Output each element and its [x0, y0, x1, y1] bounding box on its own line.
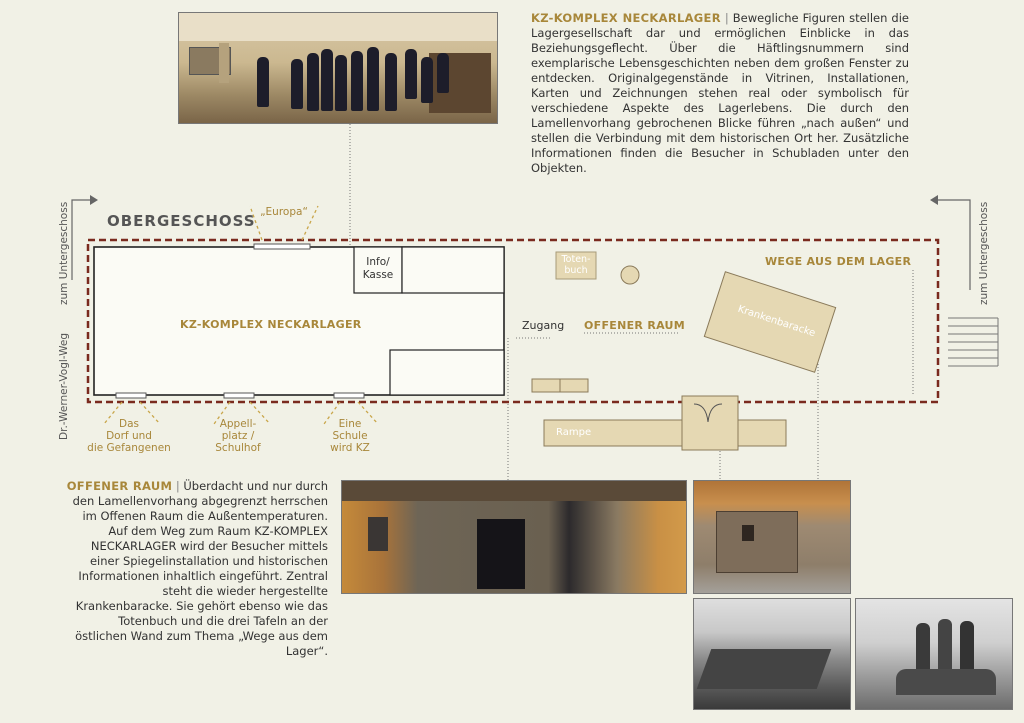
right-untergeschoss-label: zum Untergeschoss	[978, 201, 990, 305]
heading-separator: |	[724, 11, 729, 25]
kz-komplex-heading: KZ-KOMPLEX NECKARLAGER	[531, 11, 721, 25]
rampe-label: Rampe	[556, 427, 592, 438]
kz-komplex-body: Bewegliche Figuren stellen die Lagergesellschaft dar und ermöglichen Einblicke in das Beziehungsgeflecht. Über die Häftlingsnummern sind exemplarische Lebensgeschichten neben dem großen Fenster zu entdecken. Originalgegenstände in Vitrinen, Installationen, Karten und Zeichnungen stehen real oder symbolisch für verschiedene Aspekte des Lagerlebens. Die durch den Lamellenvorhang gebrochenen Blicke führen „nach außen“ und stellen die Verbindung mit dem historischen Ort her. Zusätzliche Informationen finden die Besucher in Schubladen unter den Objekten.	[531, 11, 910, 175]
krankenbaracke-label: Krankenbaracke	[736, 303, 817, 340]
offener-raum-heading: OFFENER RAUM	[66, 479, 173, 493]
bottom-separator: |	[175, 479, 180, 493]
europa-label: „Europa“	[260, 206, 308, 218]
zugang-label: Zugang	[522, 319, 565, 332]
station-dorf	[86, 418, 172, 454]
offener-raum-plan-label: OFFENER RAUM	[584, 319, 686, 332]
station-dorf-line3: die Gefangenen	[87, 442, 171, 454]
krankenbaracke-photo	[693, 480, 851, 594]
totenbuch-line1: Toten-	[561, 254, 591, 265]
station-schule	[314, 418, 386, 454]
wege-aus-dem-lager-label: WEGE AUS DEM LAGER	[765, 255, 912, 268]
station-appell-line2: platz /	[221, 430, 255, 442]
totenbuch-line2: buch	[564, 265, 588, 276]
station-schule-line3: wird KZ	[330, 442, 370, 454]
station-schule-line1: Eine	[338, 418, 362, 430]
offener-raum-description	[66, 479, 328, 659]
station-appell-line3: Schulhof	[215, 442, 261, 454]
station-dorf-line2: Dorf und	[106, 430, 152, 442]
offener-raum-body: Überdacht und nur durch den Lamellenvorhang abgegrenzt herrschen im Offenen Raum die Außentemperaturen. Auf dem Weg zum Raum KZ-KOMPLEX NECKARLAGER wird der Besucher mittels einer Spiegelinstallation und historischen Informationen inhaltlich eingeführt. Zentral steht die wieder hergestellte Krankenbaracke. Sie gehört ebenso wie das Totenbuch und die drei Tafeln an der östlichen Wand zum Thema „Wege aus dem Lager“.	[72, 479, 328, 658]
station-appellplatz	[202, 418, 274, 454]
historic-photo-ramp	[693, 598, 851, 710]
open-space-photo	[341, 480, 687, 594]
info-label: Info/	[366, 256, 390, 268]
info-kasse-label	[356, 256, 400, 282]
station-schule-line2: Schule	[332, 430, 368, 442]
kasse-label: Kasse	[362, 269, 394, 281]
historic-photo-prisoners	[855, 598, 1013, 710]
left-untergeschoss-label: zum Untergeschoss	[58, 201, 70, 305]
kz-komplex-plan-label: KZ-KOMPLEX NECKARLAGER	[180, 318, 362, 331]
street-label: Dr.-Werner-Vogl-Weg	[58, 332, 70, 440]
floor-title: OBERGESCHOSS	[107, 212, 256, 230]
station-dorf-line1: Das	[119, 418, 139, 430]
station-appell-line1: Appell-	[219, 418, 257, 430]
totenbuch-label	[556, 254, 596, 276]
